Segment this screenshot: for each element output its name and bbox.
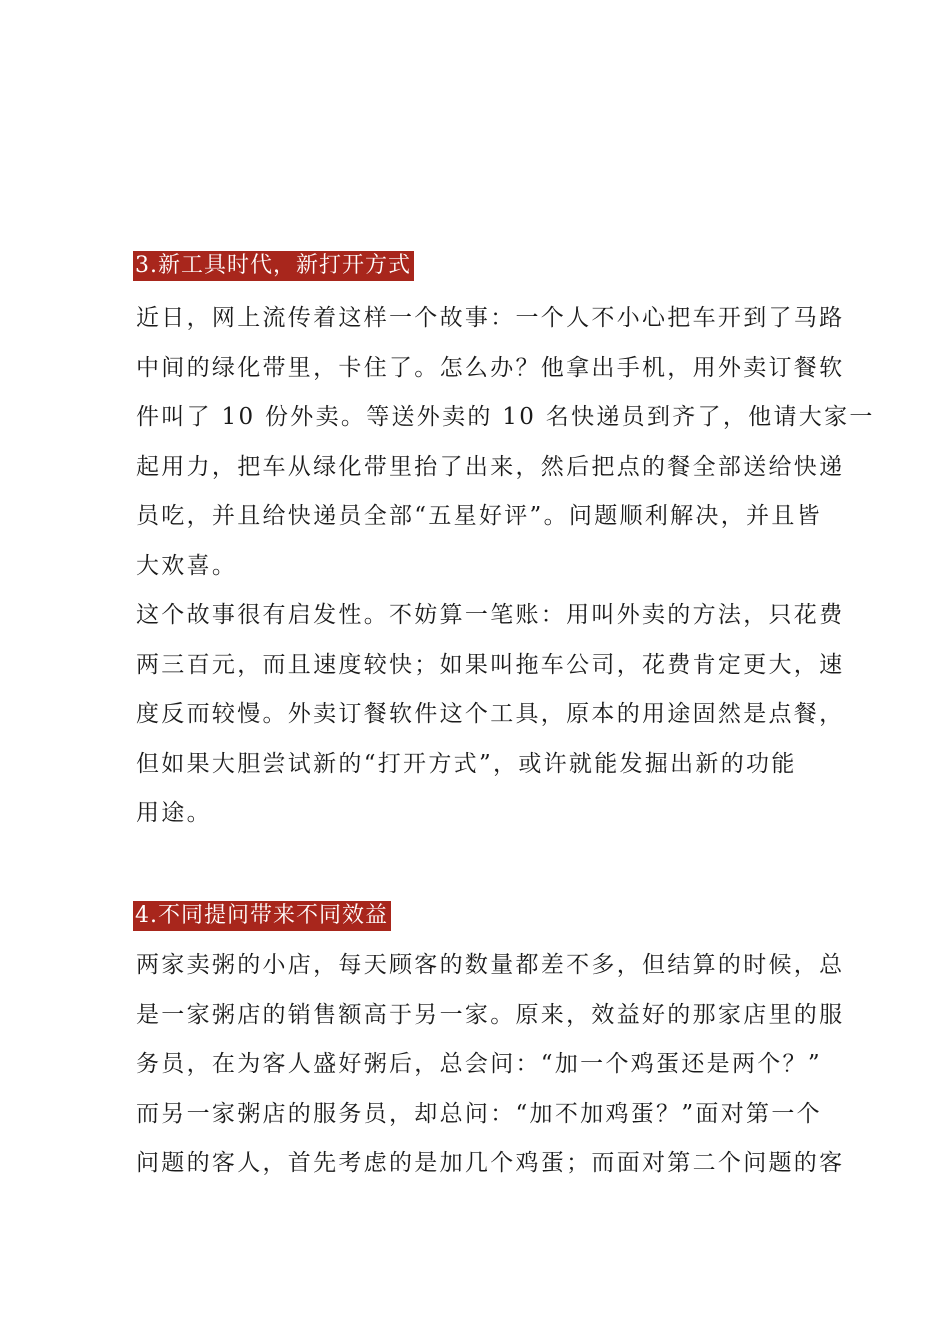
paragraph-line: 两家卖粥的小店，每天顾客的数量都差不多，但结算的时候，总 — [136, 952, 845, 978]
section-3-paragraph-1 — [136, 294, 875, 591]
section-3-heading: 3.新工具时代，新打开方式 — [133, 251, 414, 281]
paragraph-line: 而另一家粥店的服务员，却总问：“加不加鸡蛋？”面对第一个 — [136, 1100, 822, 1127]
paragraph-line: 起用力，把车从绿化带里抬了出来，然后把点的餐全部送给快递 — [136, 453, 845, 480]
paragraph-line: 中间的绿化带里，卡住了。怎么办？他拿出手机，用外卖订餐软 — [136, 354, 845, 381]
paragraph-line: 两三百元，而且速度较快；如果叫拖车公司，花费肯定更大，速 — [136, 651, 845, 678]
paragraph-line: 近日，网上流传着这样一个故事：一个人不小心把车开到了马路 — [136, 305, 845, 331]
paragraph-line: 用途。 — [136, 800, 212, 826]
section-4-heading: 4.不同提问带来不同效益 — [133, 901, 391, 931]
paragraph-line: 件叫了 10 份外卖。等送外卖的 10 名快递员到齐了，他请大家一 — [136, 404, 875, 430]
paragraph-line: 这个故事很有启发性。不妨算一笔账：用叫外卖的方法，只花费 — [136, 602, 845, 628]
paragraph-line: 务员，在为客人盛好粥后，总会问：“加一个鸡蛋还是两个？” — [136, 1051, 822, 1077]
paragraph-line: 员吃，并且给快递员全部“五星好评”。问题顺利解决，并且皆 — [136, 503, 822, 529]
section-3-paragraph-2 — [136, 591, 845, 839]
paragraph-line: 但如果大胆尝试新的“打开方式”，或许就能发掘出新的功能 — [136, 750, 797, 777]
paragraph-line: 大欢喜。 — [136, 552, 238, 579]
paragraph-line: 是一家粥店的销售额高于另一家。原来，效益好的那家店里的服 — [136, 1001, 845, 1028]
paragraph-line: 度反而较慢。外卖订餐软件这个工具，原本的用途固然是点餐， — [136, 701, 845, 727]
paragraph-line: 问题的客人，首先考虑的是加几个鸡蛋；而面对第二个问题的客 — [136, 1150, 845, 1176]
section-4-paragraph-1 — [136, 941, 845, 1189]
